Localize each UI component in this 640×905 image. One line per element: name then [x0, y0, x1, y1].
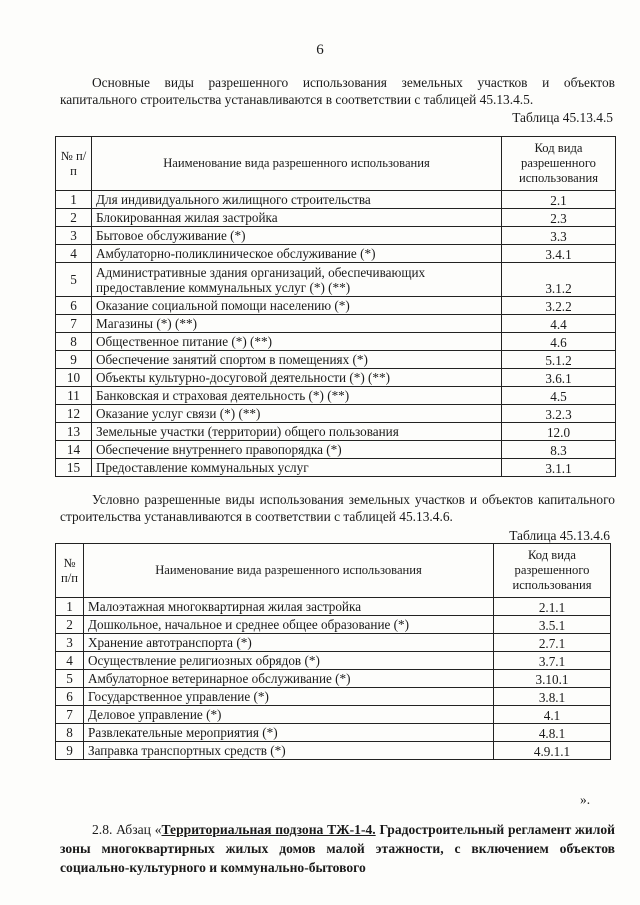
row-use-code: 4.9.1.1: [494, 742, 611, 760]
row-use-name: Банковская и страховая деятельность (*) (**): [92, 387, 502, 405]
table-row: [56, 423, 616, 441]
row-number: 3: [56, 634, 84, 652]
table-row: [56, 387, 616, 405]
row-number: 12: [56, 405, 92, 423]
header-num: № п/п: [56, 137, 92, 191]
table-row: [56, 742, 611, 760]
zone-description: Градостроительный регламент жилой зоны многоквартирных жилых домов малой этажности, с включением объектов социально-культурного и коммунально-бытового: [60, 822, 615, 875]
row-use-code: 4.1: [494, 706, 611, 724]
row-use-code: 3.2.3: [502, 405, 616, 423]
table-row: [56, 333, 616, 351]
row-number: 9: [56, 351, 92, 369]
row-number: 3: [56, 227, 92, 245]
row-number: 6: [56, 688, 84, 706]
row-number: 1: [56, 598, 84, 616]
intro-text-1: Основные виды разрешенного использования земельных участков и объектов капитального строительства устанавливаются в соответствии с таблицей 45.13.4.5.: [60, 75, 615, 107]
row-number: 2: [56, 209, 92, 227]
row-use-code: 12.0: [502, 423, 616, 441]
row-use-name: Дошкольное, начальное и среднее общее образование (*): [84, 616, 494, 634]
header-num: № п/п: [56, 544, 84, 598]
table-row: [56, 297, 616, 315]
table-row: [56, 634, 611, 652]
row-number: 15: [56, 459, 92, 477]
row-number: 2: [56, 616, 84, 634]
row-use-name: Заправка транспортных средств (*): [84, 742, 494, 760]
row-use-name: Предоставление коммунальных услуг: [92, 459, 502, 477]
row-use-code: 5.1.2: [502, 351, 616, 369]
row-number: 1: [56, 191, 92, 209]
table-row: [56, 441, 616, 459]
row-use-name: Хранение автотранспорта (*): [84, 634, 494, 652]
row-use-name: Амбулаторное ветеринарное обслуживание (*): [84, 670, 494, 688]
row-use-code: 2.1: [502, 191, 616, 209]
row-use-code: 2.3: [502, 209, 616, 227]
row-use-name: Земельные участки (территории) общего пользования: [92, 423, 502, 441]
row-number: 13: [56, 423, 92, 441]
table-row: [56, 724, 611, 742]
row-use-code: 2.1.1: [494, 598, 611, 616]
row-number: 8: [56, 724, 84, 742]
table-row: [56, 369, 616, 387]
row-use-name: Оказание социальной помощи населению (*): [92, 297, 502, 315]
table-row: [56, 191, 616, 209]
table-row: [56, 706, 611, 724]
row-number: 4: [56, 245, 92, 263]
row-use-code: 3.2.2: [502, 297, 616, 315]
row-number: 7: [56, 706, 84, 724]
header-code: Код вида разрешенного использования: [502, 137, 616, 191]
row-number: 10: [56, 369, 92, 387]
row-use-name: Оказание услуг связи (*) (**): [92, 405, 502, 423]
table-row: [56, 263, 616, 297]
table-caption-1: Таблица 45.13.4.5: [512, 110, 613, 125]
row-use-name: Общественное питание (*) (**): [92, 333, 502, 351]
row-use-name: Для индивидуального жилищного строительства: [92, 191, 502, 209]
table-row: [56, 245, 616, 263]
row-number: 5: [56, 263, 92, 297]
row-use-name: Административные здания организаций, обеспечивающих предоставление коммунальных услуг (*) (**): [92, 263, 502, 297]
table-row: [56, 405, 616, 423]
row-use-code: 3.4.1: [502, 245, 616, 263]
table-row: [56, 227, 616, 245]
row-number: 14: [56, 441, 92, 459]
row-use-code: 3.6.1: [502, 369, 616, 387]
row-use-name: Обеспечение внутреннего правопорядка (*): [92, 441, 502, 459]
table-row: [56, 616, 611, 634]
row-use-code: 3.5.1: [494, 616, 611, 634]
intro-text-2: Условно разрешенные виды использования земельных участков и объектов капитального строительства устанавливаются в соответствии с таблицей 45.13.4.6.: [60, 492, 615, 524]
table-row: [56, 459, 616, 477]
header-code: Код вида разрешенного использования: [494, 544, 611, 598]
table-row: [56, 688, 611, 706]
row-use-name: Объекты культурно-досуговой деятельности (*) (**): [92, 369, 502, 387]
page-number: 6: [316, 42, 324, 58]
conditional-uses-table: [55, 543, 611, 760]
final-paragraph: [60, 820, 615, 877]
row-use-code: 8.3: [502, 441, 616, 459]
row-use-name: Осуществление религиозных обрядов (*): [84, 652, 494, 670]
table-caption-2: Таблица 45.13.4.6: [509, 528, 610, 543]
row-use-name: Деловое управление (*): [84, 706, 494, 724]
row-number: 11: [56, 387, 92, 405]
table-row: [56, 209, 616, 227]
row-use-code: 4.5: [502, 387, 616, 405]
row-use-code: 3.1.1: [502, 459, 616, 477]
row-use-code: 2.7.1: [494, 634, 611, 652]
table-row: [56, 670, 611, 688]
row-use-code: 3.7.1: [494, 652, 611, 670]
header-name: Наименование вида разрешенного использования: [92, 137, 502, 191]
row-number: 6: [56, 297, 92, 315]
row-number: 7: [56, 315, 92, 333]
zone-title: Территориальная подзона ТЖ-1-4.: [161, 822, 376, 837]
row-number: 9: [56, 742, 84, 760]
row-use-code: 3.1.2: [502, 263, 616, 297]
row-use-code: 3.10.1: [494, 670, 611, 688]
table-header-row: [56, 137, 616, 191]
row-use-name: Бытовое обслуживание (*): [92, 227, 502, 245]
row-use-code: 4.4: [502, 315, 616, 333]
table-row: [56, 652, 611, 670]
row-use-name: Блокированная жилая застройка: [92, 209, 502, 227]
row-use-name: Обеспечение занятий спортом в помещениях (*): [92, 351, 502, 369]
row-use-name: Развлекательные мероприятия (*): [84, 724, 494, 742]
row-use-name: Магазины (*) (**): [92, 315, 502, 333]
row-use-name: Малоэтажная многоквартирная жилая застройка: [84, 598, 494, 616]
row-number: 8: [56, 333, 92, 351]
closing-quote: ».: [580, 792, 591, 807]
header-name: Наименование вида разрешенного использования: [84, 544, 494, 598]
intro-paragraph-1: [60, 74, 615, 108]
row-use-name: Амбулаторно-поликлиническое обслуживание (*): [92, 245, 502, 263]
intro-paragraph-2: [60, 491, 615, 525]
row-use-code: 3.3: [502, 227, 616, 245]
row-use-code: 4.6: [502, 333, 616, 351]
final-prefix: 2.8. Абзац «: [92, 822, 162, 837]
row-use-code: 4.8.1: [494, 724, 611, 742]
table-row: [56, 315, 616, 333]
row-number: 4: [56, 652, 84, 670]
table-row: [56, 598, 611, 616]
permitted-uses-table: [55, 136, 616, 477]
table-row: [56, 351, 616, 369]
row-use-name: Государственное управление (*): [84, 688, 494, 706]
table-header-row: [56, 544, 611, 598]
row-use-code: 3.8.1: [494, 688, 611, 706]
row-number: 5: [56, 670, 84, 688]
